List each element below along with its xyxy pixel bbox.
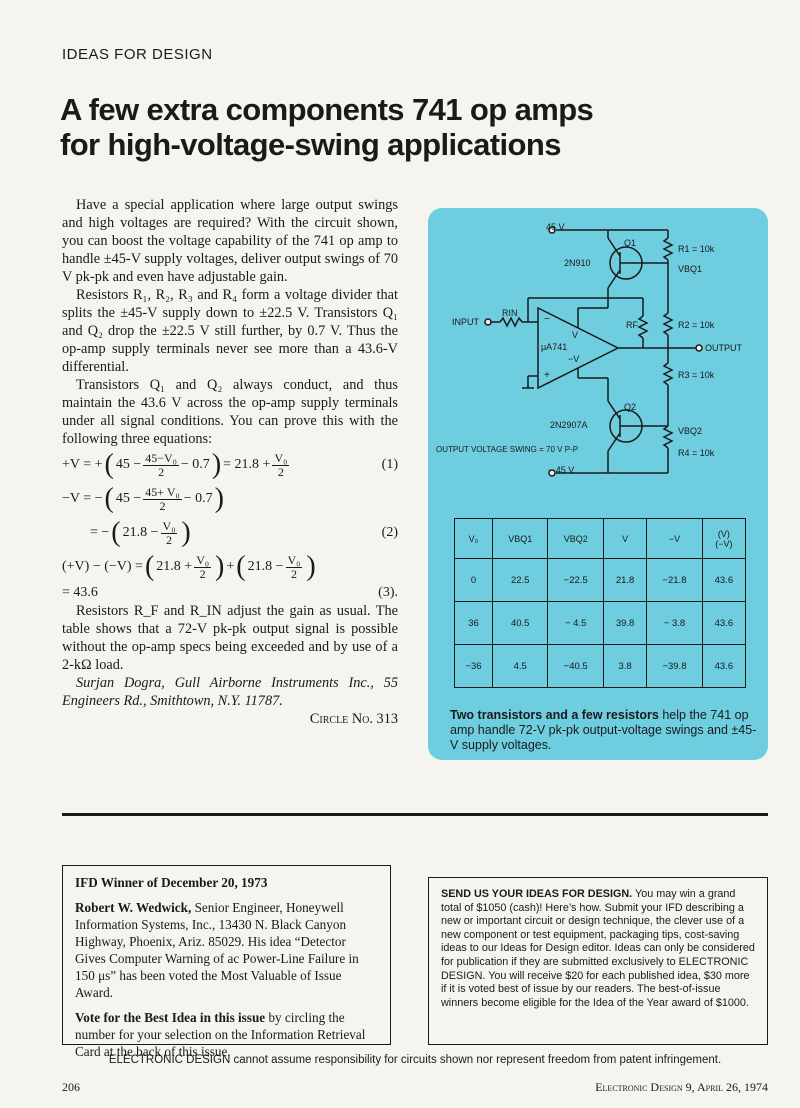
opamp-part-label: μA741 — [541, 342, 568, 352]
article-body — [62, 196, 398, 728]
vote-text: by circling the number for your selection on the Information Retrieval Card at the back of this issue. — [75, 1010, 366, 1059]
table-cell: −21.8 — [647, 559, 703, 602]
title-line-1: A few extra components 741 op amps — [60, 92, 594, 127]
article-title — [60, 92, 740, 162]
positive-supply-label: 45 V — [546, 222, 565, 232]
section-divider — [62, 813, 768, 816]
table-cell: 39.8 — [603, 602, 646, 645]
table-cell: − 3.8 — [647, 602, 703, 645]
equation-number-3: (3). — [378, 585, 398, 600]
output-label: OUTPUT — [705, 343, 742, 353]
table-cell: − 4.5 — [548, 602, 604, 645]
table-header: VBQ1 — [492, 519, 547, 559]
ideas-lead: SEND US YOUR IDEAS FOR DESIGN. — [441, 888, 633, 900]
r3-label: R3 = 10k — [678, 370, 715, 380]
table-cell: −36 — [455, 645, 493, 688]
opamp-v-pin: V — [572, 330, 579, 340]
equation-3: (+V) − (−V) = ( 21.8 + $\frac{\text{V₀}}{2}$ ) + ( 21.8 − $\frac{\text{V₀}}{2}$ ) — [62, 551, 316, 582]
rin-label: RIN — [502, 308, 518, 318]
r1-label: R1 = 10k — [678, 244, 715, 254]
q1-label: Q1 — [624, 238, 637, 248]
table-row — [455, 559, 746, 602]
table-header: V — [603, 519, 646, 559]
table-row — [455, 602, 746, 645]
q1-part-label: 2N910 — [564, 258, 591, 268]
table-cell: −40.5 — [548, 645, 604, 688]
table-cell: 43.6 — [702, 559, 745, 602]
paragraph-1: Have a special application where large output swings and high voltages are required? With the circuit shown, you can boost the voltage capability of the 741 op amp to handle ±45-V supply voltages, deliver output swings of 70 V pk-pk and even have adjustable gain. — [62, 197, 398, 285]
title-line-2: for high-voltage-swing applications — [60, 127, 561, 162]
winner-name: Robert W. Wedwick, — [75, 900, 192, 915]
table-header: V₀ — [455, 519, 493, 559]
table-cell: 43.6 — [702, 645, 745, 688]
equation-1: +V = + ( 45 − $\frac{\text{45−V₀}}{2}$ − 0.7 ) = 21.8 + $\frac{\text{V₀}}{2}$ (1) — [62, 449, 398, 480]
opamp-minus-pin: − — [544, 314, 550, 325]
table-cell: 40.5 — [492, 602, 547, 645]
rf-label: RF — [626, 320, 638, 330]
page-number: 206 — [62, 1080, 80, 1094]
table-cell: 21.8 — [603, 559, 646, 602]
vote-paragraph — [75, 1009, 378, 1060]
table-cell: 36 — [455, 602, 493, 645]
issue-line: Electronic Design 9, April 26, 1974 — [595, 1080, 768, 1094]
equation-2b: = − ( 21.8 − $\frac{\text{V₀}}{2}$ ) (2) — [90, 517, 398, 548]
submit-ideas-box — [428, 877, 768, 1045]
ideas-text: You may win a grand total of $1050 (cash)! Here’s how. Submit your IFD describing a new or important circuit or design technique, the clever use of a new component or test equipment, packaging tips, cost-saving ideas to our Ideas for Design editor. Ideas can only be considered for publication if they are submitted exclusively to ELECTRONIC DESIGN. You will receive $20 for each published idea, $30 more if it is voted best of issue by our readers. The best-of-issue winners become eligible for the Idea of the Year award of $1000. — [441, 888, 755, 1009]
opamp-plus-pin: + — [544, 370, 550, 381]
paragraph-3: Transistors Q₁ and Q₂ always conduct, and thus maintain the 43.6 V across the op-amp supply terminals under all signal conditions. You can prove this with the following three equations: — [62, 377, 398, 447]
vote-lead: Vote for the Best Idea in this issue — [75, 1010, 266, 1025]
table-row — [455, 645, 746, 688]
r4-label: R4 = 10k — [678, 448, 715, 458]
table-header: −V — [647, 519, 703, 559]
table-cell: −22.5 — [548, 559, 604, 602]
section-label: IDEAS FOR DESIGN — [62, 46, 213, 63]
equation-3-result: = 43.6 (3). — [62, 585, 398, 600]
table-cell: 43.6 — [702, 602, 745, 645]
table-cell: −39.8 — [647, 645, 703, 688]
author-signature: Surjan Dogra, Gull Airborne Instruments Inc., 55 Engineers Rd., Smithtown, N.Y. 11787. — [62, 675, 398, 709]
equation-2a: −V = − ( 45 − $\frac{\text{45+ V₀}}{2}$ − 0.7 ) — [62, 483, 224, 514]
table-header-row — [455, 519, 746, 559]
caption-text: help the 741 op amp handle 72-V pk-pk output-voltage swings and ±45-V supply voltages. — [450, 708, 757, 752]
winner-title: IFD Winner of December 20, 1973 — [75, 875, 268, 890]
output-swing-label: OUTPUT VOLTAGE SWING = 70 V P-P — [436, 445, 579, 454]
vbq1-label: VBQ1 — [678, 264, 703, 274]
winner-text: Senior Engineer, Honeywell Information Systems, Inc., 13430 N. Black Canyon Highway, Phoenix, Ariz. 85029. His idea “Detector Gives Computer Warning of ac Power-Line Failure in 150 μs” has been voted the Most Valuable of Issue Award. — [75, 900, 359, 1000]
table-cell: 22.5 — [492, 559, 547, 602]
equation-number-1: (1) — [381, 457, 398, 472]
paragraph-4: Resistors R_F and R_IN adjust the gain as usual. The table shows that a 72-V pk-pk output signal is possible without the op-amp specs being exceeded and by use of a 2-kΩ load. — [62, 603, 398, 673]
circuit-schematic — [428, 208, 768, 508]
vbq2-label: VBQ2 — [678, 426, 703, 436]
disclaimer: ELECTRONIC DESIGN cannot assume responsibility for circuits shown nor represent freedom from patent infringement. — [108, 1054, 722, 1066]
ifd-winner-box — [62, 865, 391, 1059]
reader-service-number: Circle No. 313 — [309, 711, 398, 727]
circuit-figure — [428, 208, 768, 760]
table-cell: 0 — [455, 559, 493, 602]
winner-paragraph — [75, 899, 378, 1001]
q2-label: Q2 — [624, 402, 637, 412]
input-label: INPUT — [452, 317, 479, 327]
opamp-nv-pin: −V — [568, 354, 580, 364]
voltage-table — [454, 518, 746, 688]
equation-number-2: (2) — [381, 525, 398, 540]
caption-lead: Two transistors and a few resistors — [450, 708, 659, 722]
table-cell: 4.5 — [492, 645, 547, 688]
table-header: VBQ2 — [548, 519, 604, 559]
table-cell: 3.8 — [603, 645, 646, 688]
r2-label: R2 = 10k — [678, 320, 715, 330]
paragraph-2: Resistors R₁, R₂, R₃ and R₄ form a voltage divider that splits the ±45-V supply down to ±22.5 V. Transistors Q₁ and Q₂ drop the ±22.5 V still further, by 0.7 V. Thus the op-amp supply terminals never see more than a 43.6-V differential. — [62, 287, 398, 375]
figure-caption — [450, 708, 760, 753]
table-header: (V) (−V) — [702, 519, 745, 559]
q2-part-label: 2N2907A — [550, 420, 588, 430]
negative-supply-label: − 45 V — [548, 465, 575, 475]
